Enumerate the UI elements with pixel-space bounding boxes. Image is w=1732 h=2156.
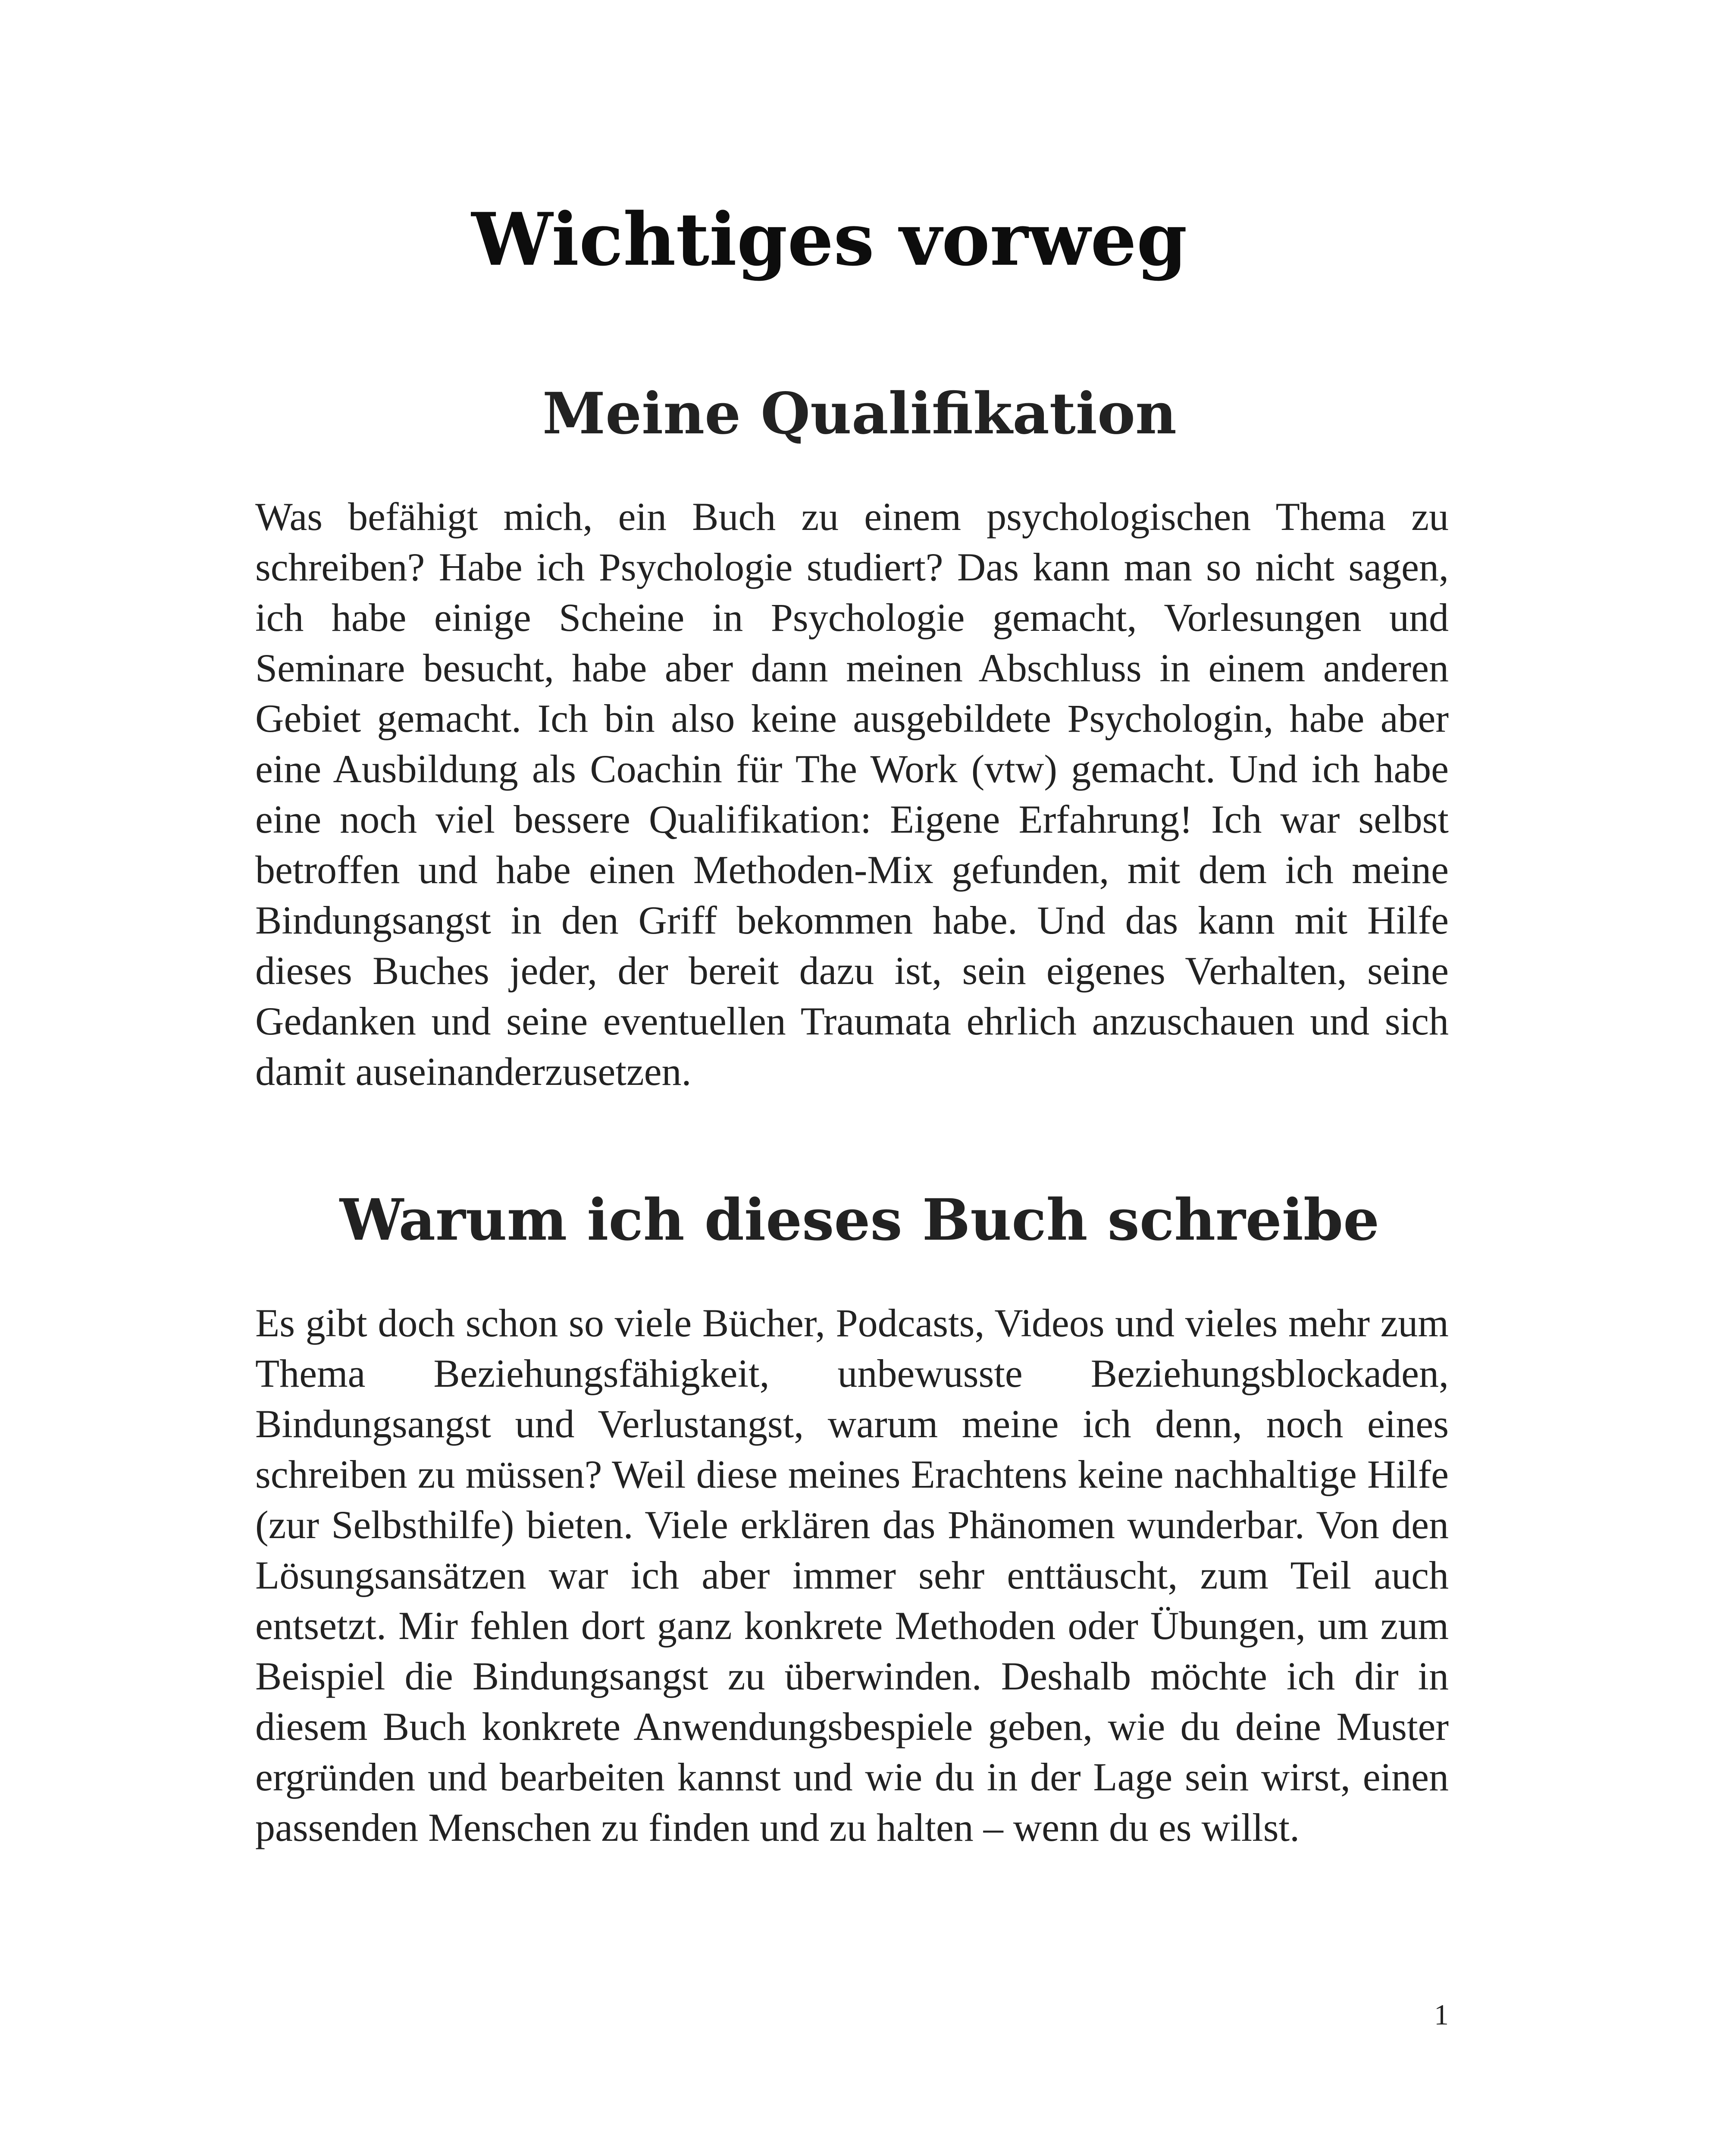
section-heading-why-book: Warum ich dieses Buch schreibe xyxy=(339,1187,1380,1253)
section-heading-qualification: Meine Qualifikation xyxy=(542,380,1177,447)
page-number: 1 xyxy=(1434,1998,1449,2031)
section-paragraph-why-book: Es gibt doch schon so viele Bücher, Podcasts, Videos und vieles mehr zum Thema Beziehungsfähigkeit, unbewusste Beziehungsblockaden, Bindungsangst und Verlustangst, warum meine ich denn, noch eines schreiben zu müssen? Weil diese meines Erachtens keine nachhaltige Hilfe (zur Selbsthilfe) bieten. Viele erklären das Phänomen wunderbar. Von den Lösungsansätzen war ich aber immer sehr enttäuscht, zum Teil auch entsetzt. Mir fehlen dort ganz konkrete Methoden oder Übungen, um zum Beispiel die Bindungsangst zu überwinden. Deshalb möchte ich dir in diesem Buch konkrete Anwendungsbespiele geben, wie du deine Muster ergründen und bearbeiten kannst und wie du in der Lage sein wirst, einen passenden Menschen zu finden und zu halten – wenn du es willst. xyxy=(255,1301,1449,1849)
section-paragraph-qualification: Was befähigt mich, ein Buch zu einem psychologischen Thema zu schreiben? Habe ich Psychologie studiert? Das kann man so nicht sagen, ich habe einige Scheine in Psychologie gemacht, Vorlesungen und Seminare besucht, habe aber dann meinen Abschluss in einem anderen Gebiet gemacht. Ich bin also keine ausgebildete Psychologin, habe aber eine Ausbildung als Coachin für The Work (vtw) gemacht. Und ich habe eine noch viel bessere Qualifikation: Eigene Erfahrung! Ich war selbst betroffen und habe einen Methoden-Mix gefunden, mit dem ich meine Bindungsangst in den Griff bekommen habe. Und das kann mit Hilfe dieses Buches jeder, der bereit dazu ist, sein eigenes Verhalten, seine Gedanken und seine eventuellen Traumata ehrlich anzuschauen und sich damit auseinanderzusetzen. xyxy=(255,495,1449,1094)
page-title: Wichtiges vorweg xyxy=(471,197,1187,282)
